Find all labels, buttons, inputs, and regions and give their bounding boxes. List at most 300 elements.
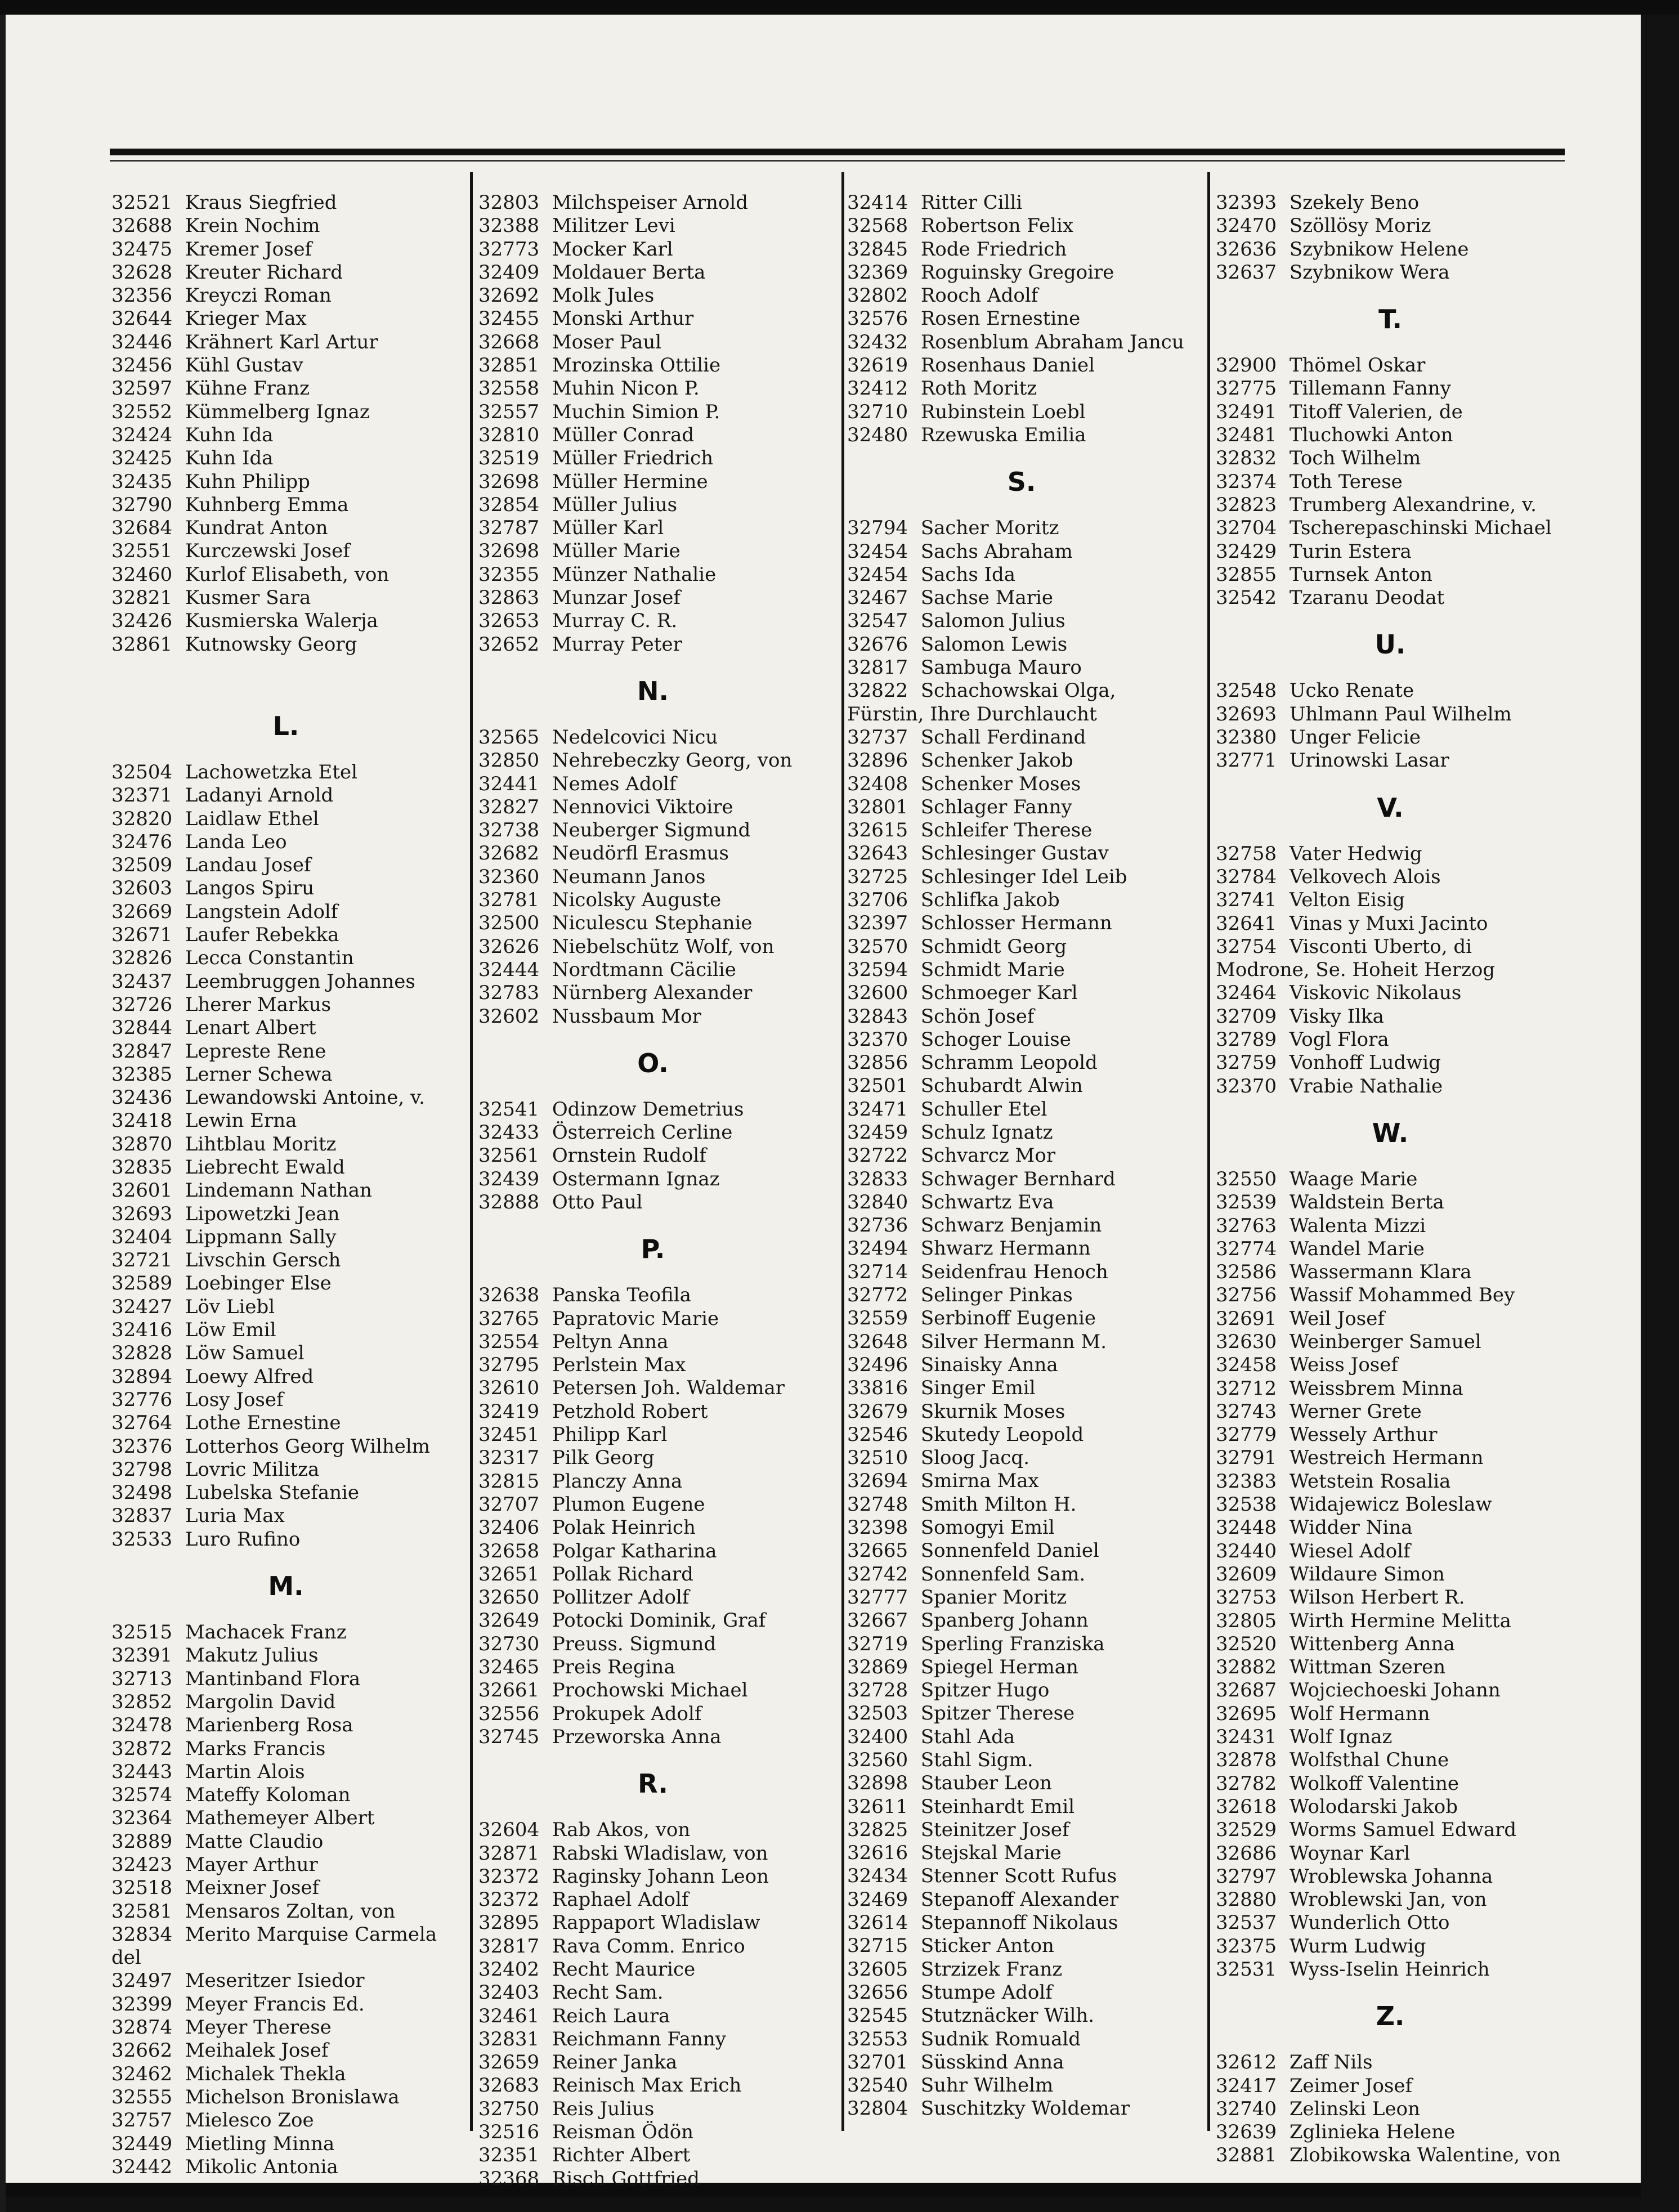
entry-number: 32881 xyxy=(1216,2144,1277,2167)
entry-name: Woynar Karl xyxy=(1289,1842,1411,1865)
entry-number: 32661 xyxy=(478,1679,540,1702)
entry-number: 32372 xyxy=(478,1888,540,1911)
directory-entry xyxy=(478,1331,827,1354)
directory-entry xyxy=(111,2063,460,2086)
entry-name: Schulz Ignatz xyxy=(920,1121,1053,1144)
entry-name: Velton Eisig xyxy=(1289,889,1405,912)
entry-number: 32360 xyxy=(478,865,540,888)
entry-number: 32648 xyxy=(847,1330,908,1353)
entry-name: Tzaranu Deodat xyxy=(1289,586,1445,610)
entry-number: 32497 xyxy=(111,1969,173,1992)
entry-name: Raphael Adolf xyxy=(552,1888,689,1911)
entry-name: Rosenblum Abraham Jancu xyxy=(920,330,1184,353)
entry-number: 32619 xyxy=(847,354,908,377)
entry-name: Lherer Markus xyxy=(185,993,332,1016)
entry-name: Michelson Bronislawa xyxy=(185,2085,400,2108)
entry-name: Raginsky Johann Leon xyxy=(552,1865,769,1888)
entry-number: 32602 xyxy=(478,1005,540,1028)
entry-name: Schlesinger Idel Leib xyxy=(920,865,1127,888)
directory-entry xyxy=(847,1005,1196,1028)
entry-name: Luro Rufino xyxy=(185,1528,301,1551)
entry-name: Neudörfl Erasmus xyxy=(552,842,729,865)
entry-name: Süsskind Anna xyxy=(920,2050,1064,2074)
directory-entry xyxy=(111,761,460,784)
entry-number: 32790 xyxy=(111,493,173,516)
entry-name: Wojciechoeski Johann xyxy=(1289,1679,1501,1702)
entry-name: Muhin Nicon P. xyxy=(552,377,700,400)
section-letter-heading: Z. xyxy=(1376,2001,1405,2032)
entry-number: 32758 xyxy=(1216,842,1277,865)
entry-number: 32745 xyxy=(478,1725,540,1748)
entry-number: 32406 xyxy=(478,1516,540,1539)
directory-entry xyxy=(1216,1331,1565,1354)
entry-name: Steinhardt Emil xyxy=(920,1795,1075,1818)
directory-entry xyxy=(847,1237,1196,1260)
directory-entry xyxy=(1216,1354,1565,1377)
section-letter-heading: S. xyxy=(1007,467,1036,498)
section-letter-heading: W. xyxy=(1372,1117,1409,1148)
entry-number: 32545 xyxy=(847,2004,908,2027)
entry-number: 32433 xyxy=(478,1121,540,1144)
entry-number: 32423 xyxy=(111,1853,173,1876)
entry-number: 32774 xyxy=(1216,1237,1277,1260)
entry-name: Wroblewski Jan, von xyxy=(1289,1888,1487,1911)
entry-name: Schenker Moses xyxy=(920,772,1081,795)
entry-number: 32706 xyxy=(847,889,908,912)
directory-entry xyxy=(1216,1261,1565,1284)
entry-number: 32888 xyxy=(478,1190,540,1214)
entry-name: Zeimer Josef xyxy=(1289,2074,1413,2097)
entry-number: 32775 xyxy=(1216,377,1277,400)
entry-name: Odinzow Demetrius xyxy=(552,1098,744,1121)
entry-name: Rzewuska Emilia xyxy=(920,423,1086,446)
entry-name: Spitzer Hugo xyxy=(920,1679,1050,1702)
entry-number: 32725 xyxy=(847,865,908,888)
entry-name: Uhlmann Paul Wilhelm xyxy=(1289,702,1512,726)
directory-entry xyxy=(847,935,1196,959)
directory-entry xyxy=(478,2028,827,2051)
directory-entry xyxy=(478,191,827,214)
directory-entry xyxy=(478,2098,827,2121)
entry-number: 32570 xyxy=(847,935,908,958)
entry-number: 32719 xyxy=(847,1632,908,1655)
entry-number: 32763 xyxy=(1216,1214,1277,1237)
entry-number: 32424 xyxy=(111,423,173,446)
entry-name: Wolodarski Jakob xyxy=(1289,1795,1458,1818)
entry-number: 32783 xyxy=(478,982,540,1005)
directory-entry xyxy=(1216,889,1565,912)
directory-entry xyxy=(111,1761,460,1784)
directory-entry xyxy=(478,517,827,540)
directory-entry xyxy=(111,1412,460,1435)
entry-name: Schmoeger Karl xyxy=(920,982,1078,1005)
entry-name: Tscherepaschinski Michael xyxy=(1289,517,1552,540)
directory-entry xyxy=(847,1307,1196,1330)
directory-entry xyxy=(111,1133,460,1156)
directory-entry xyxy=(478,912,827,935)
directory-entry xyxy=(847,1702,1196,1725)
entry-number: 32436 xyxy=(111,1086,173,1109)
entry-name: Weiss Josef xyxy=(1289,1354,1398,1377)
directory-entry xyxy=(1216,191,1565,214)
directory-entry xyxy=(478,447,827,470)
entry-name: Militzer Levi xyxy=(552,214,675,238)
directory-entry xyxy=(478,1633,827,1656)
entry-name: Tillemann Fanny xyxy=(1289,377,1451,400)
entry-name: Stejskal Marie xyxy=(920,1842,1062,1865)
entry-number: 32669 xyxy=(111,900,173,923)
directory-entry xyxy=(1216,1168,1565,1191)
directory-entry xyxy=(111,831,460,854)
entry-number: 32568 xyxy=(847,214,908,238)
directory-entry xyxy=(847,1051,1196,1074)
entry-number: 32750 xyxy=(478,2097,540,2120)
entry-name: Prokupek Adolf xyxy=(552,1702,702,1725)
entry-name: Salomon Lewis xyxy=(920,633,1068,656)
column-divider xyxy=(1207,172,1210,2131)
entry-name: Landau Josef xyxy=(185,854,311,877)
entry-number: 32896 xyxy=(847,749,908,772)
entry-number: 32616 xyxy=(847,1842,908,1865)
entry-number: 32880 xyxy=(1216,1888,1277,1911)
entry-name: Vrabie Nathalie xyxy=(1289,1074,1443,1098)
directory-entry xyxy=(1216,1075,1565,1098)
entry-name: Unger Felicie xyxy=(1289,726,1421,749)
entry-name: Zlobikowska Walentine, von xyxy=(1289,2144,1561,2167)
entry-name: Schoger Louise xyxy=(920,1028,1071,1051)
entry-number: 32822 xyxy=(847,679,908,702)
entry-name: Kusmierska Walerja xyxy=(185,610,378,633)
entry-number: 32444 xyxy=(478,958,540,981)
entry-name: Müller Hermine xyxy=(552,470,708,493)
entry-name: Meixner Josef xyxy=(185,1877,320,1900)
entry-number: 32609 xyxy=(1216,1562,1277,1586)
directory-entry xyxy=(111,947,460,970)
entry-name: Lecca Constantin xyxy=(185,947,354,970)
entry-number: 32559 xyxy=(847,1307,908,1330)
entry-name: Preis Regina xyxy=(552,1656,675,1679)
entry-number: 32552 xyxy=(111,400,173,423)
entry-name: Viskovic Nikolaus xyxy=(1289,982,1462,1005)
directory-entry xyxy=(111,1969,460,1992)
directory-entry xyxy=(478,377,827,400)
entry-name: Milchspeiser Arnold xyxy=(552,191,748,214)
entry-number: 32757 xyxy=(111,2109,173,2132)
entry-name: Kundrat Anton xyxy=(185,517,328,540)
entry-number: 32370 xyxy=(847,1028,908,1051)
entry-name: Ostermann Ignaz xyxy=(552,1167,720,1190)
entry-name: Werner Grete xyxy=(1289,1400,1422,1423)
directory-entry xyxy=(478,1168,827,1191)
entry-number: 32781 xyxy=(478,889,540,912)
entry-name: Wunderlich Otto xyxy=(1289,1911,1450,1935)
column-4 xyxy=(1216,191,1565,2168)
entry-number: 32832 xyxy=(1216,447,1277,470)
entry-number: 32765 xyxy=(478,1307,540,1330)
entry-name: Kuhn Philipp xyxy=(185,470,310,493)
entry-number: 32383 xyxy=(1216,1470,1277,1493)
entry-name: Matte Claudio xyxy=(185,1830,324,1853)
entry-number: 32895 xyxy=(478,1911,540,1935)
entry-name: Monski Arthur xyxy=(552,307,694,330)
directory-entry xyxy=(111,1365,460,1389)
directory-entry xyxy=(847,2004,1196,2027)
entry-number: 32481 xyxy=(1216,424,1277,447)
directory-entry xyxy=(847,238,1196,261)
directory-entry xyxy=(111,586,460,610)
entry-number: 32555 xyxy=(111,2085,173,2108)
entry-name: Loewy Alfred xyxy=(185,1365,314,1388)
directory-entry xyxy=(111,238,460,261)
entry-number: 32721 xyxy=(111,1249,173,1272)
directory-entry xyxy=(478,1121,827,1144)
entry-name: Sinaisky Anna xyxy=(920,1353,1058,1376)
entry-name: Neuberger Sigmund xyxy=(552,819,751,842)
scan-edge-right xyxy=(1641,15,1679,2212)
entry-name: Schleifer Therese xyxy=(920,819,1093,842)
entry-number: 32612 xyxy=(1216,2051,1277,2074)
entry-number: 32691 xyxy=(1216,1307,1277,1330)
entry-name: Weil Josef xyxy=(1289,1307,1385,1330)
entry-number: 32679 xyxy=(847,1400,908,1423)
entry-number: 32529 xyxy=(1216,1819,1277,1842)
entry-number: 32491 xyxy=(1216,400,1277,423)
entry-name: Nennovici Viktoire xyxy=(552,795,733,818)
entry-name: Zaff Nils xyxy=(1289,2051,1373,2074)
entry-number: 32475 xyxy=(111,238,173,261)
entry-name: Müller Karl xyxy=(552,517,664,540)
entry-name: Singer Emil xyxy=(920,1377,1036,1400)
directory-entry xyxy=(1216,1540,1565,1563)
entry-name: Schön Josef xyxy=(920,1005,1035,1028)
directory-entry xyxy=(1216,1191,1565,1214)
entry-name: Rubinstein Loebl xyxy=(920,400,1086,423)
entry-name: Müller Friedrich xyxy=(552,447,714,470)
entry-name: Lenart Albert xyxy=(185,1017,316,1040)
entry-number: 32594 xyxy=(847,958,908,981)
entry-number: 32581 xyxy=(111,1900,173,1923)
entry-number: 32496 xyxy=(847,1353,908,1376)
directory-entry xyxy=(478,1191,827,1214)
entry-number: 32556 xyxy=(478,1702,540,1725)
directory-entry xyxy=(1216,982,1565,1005)
entry-name: Wroblewska Johanna xyxy=(1289,1865,1493,1888)
entry-name: Seidenfrau Henoch xyxy=(920,1260,1108,1283)
directory-entry xyxy=(847,773,1196,796)
entry-number: 32787 xyxy=(478,517,540,540)
entry-number: 32374 xyxy=(1216,470,1277,493)
directory-entry xyxy=(1216,1865,1565,1888)
entry-number: 32687 xyxy=(1216,1679,1277,1702)
directory-entry xyxy=(478,982,827,1005)
entry-name: Roguinsky Gregoire xyxy=(920,261,1114,284)
entry-name: Szekely Beno xyxy=(1289,191,1420,214)
directory-entry xyxy=(847,1656,1196,1679)
entry-name: Löv Liebl xyxy=(185,1295,275,1318)
entry-name: Kremer Josef xyxy=(185,238,312,261)
entry-name: Meihalek Josef xyxy=(185,2039,329,2062)
entry-name: Polgar Katharina xyxy=(552,1539,717,1562)
entry-number: 32643 xyxy=(847,842,908,865)
entry-number: 32759 xyxy=(1216,1051,1277,1074)
entry-name: Serbinoff Eugenie xyxy=(920,1307,1096,1330)
directory-entry xyxy=(1216,935,1565,982)
entry-name: Schlifka Jakob xyxy=(920,889,1060,912)
directory-entry xyxy=(478,1098,827,1121)
entry-name: Perlstein Max xyxy=(552,1354,686,1377)
entry-name: Sperling Franziska xyxy=(920,1632,1105,1655)
entry-number: 32426 xyxy=(111,610,173,633)
directory-entry xyxy=(1216,2051,1565,2074)
entry-name: Reis Julius xyxy=(552,2097,655,2120)
directory-entry xyxy=(1216,1005,1565,1028)
entry-name: Krieger Max xyxy=(185,307,307,330)
entry-name: Papratovic Marie xyxy=(552,1307,719,1330)
entry-number: 32850 xyxy=(478,749,540,772)
entry-name: Wolkoff Valentine xyxy=(1289,1772,1459,1795)
entry-number: 32476 xyxy=(111,830,173,853)
directory-entry xyxy=(1216,1935,1565,1958)
entry-number: 32393 xyxy=(1216,191,1277,214)
entry-number: 32637 xyxy=(1216,261,1277,284)
directory-entry xyxy=(847,2074,1196,2097)
entry-name: Sloog Jacq. xyxy=(920,1447,1030,1470)
directory-entry xyxy=(111,924,460,947)
entry-number: 32610 xyxy=(478,1377,540,1400)
entry-number: 32649 xyxy=(478,1609,540,1632)
entry-number: 32658 xyxy=(478,1539,540,1562)
entry-name: Otto Paul xyxy=(552,1190,643,1214)
directory-entry xyxy=(847,1935,1196,1958)
entry-number: 32639 xyxy=(1216,2121,1277,2144)
entry-name: Waage Marie xyxy=(1289,1167,1418,1190)
entry-number: 32550 xyxy=(1216,1167,1277,1190)
directory-entry xyxy=(1216,726,1565,749)
directory-entry xyxy=(847,261,1196,284)
directory-entry xyxy=(478,726,827,749)
entry-name: Prochowski Michael xyxy=(552,1679,748,1702)
directory-entry xyxy=(1216,214,1565,238)
entry-name: Marienberg Rosa xyxy=(185,1714,353,1737)
directory-entry xyxy=(847,1586,1196,1609)
entry-number: 32652 xyxy=(478,633,540,656)
directory-entry xyxy=(111,2039,460,2062)
directory-entry xyxy=(111,610,460,633)
directory-entry xyxy=(111,1226,460,1249)
entry-number: 32676 xyxy=(847,633,908,656)
entry-name: Mathemeyer Albert xyxy=(185,1807,375,1830)
directory-entry xyxy=(111,1923,460,1970)
directory-entry xyxy=(111,354,460,377)
entry-name: Wiesel Adolf xyxy=(1289,1539,1411,1562)
entry-number: 32665 xyxy=(847,1539,908,1562)
directory-entry xyxy=(847,563,1196,586)
entry-name: Losy Josef xyxy=(185,1388,284,1411)
entry-number: 32509 xyxy=(111,854,173,877)
entry-number: 32461 xyxy=(478,2004,540,2027)
directory-entry xyxy=(847,633,1196,656)
entry-number: 32504 xyxy=(111,760,173,783)
entry-number: 32615 xyxy=(847,819,908,842)
entry-number: 32738 xyxy=(478,819,540,842)
directory-entry xyxy=(111,1528,460,1551)
directory-entry xyxy=(478,354,827,377)
directory-entry xyxy=(847,1400,1196,1423)
entry-number: 32520 xyxy=(1216,1632,1277,1655)
entry-name: Potocki Dominik, Graf xyxy=(552,1609,766,1632)
directory-entry xyxy=(111,1272,460,1295)
directory-entry xyxy=(478,1888,827,1911)
entry-number: 32369 xyxy=(847,261,908,284)
entry-name: Robertson Felix xyxy=(920,214,1074,238)
directory-entry xyxy=(847,866,1196,889)
directory-entry xyxy=(111,191,460,214)
entry-name: Wirth Hermine Melitta xyxy=(1289,1609,1511,1632)
entry-name: Plumon Eugene xyxy=(552,1493,705,1516)
entry-number: 32644 xyxy=(111,307,173,330)
entry-number: 32851 xyxy=(478,354,540,377)
entry-number: 32743 xyxy=(1216,1400,1277,1423)
entry-number: 32372 xyxy=(478,1865,540,1888)
entry-number: 32364 xyxy=(111,1807,173,1830)
entry-number: 32539 xyxy=(1216,1191,1277,1214)
entry-number: 32815 xyxy=(478,1470,540,1493)
entry-name: Suschitzky Woldemar xyxy=(920,2097,1130,2120)
entry-number: 32692 xyxy=(478,284,540,307)
entry-number: 32671 xyxy=(111,924,173,947)
directory-entry xyxy=(847,214,1196,238)
entry-number: 32437 xyxy=(111,970,173,993)
entry-name: Ornstein Rudolf xyxy=(552,1144,706,1167)
section-letter-heading: V. xyxy=(1377,792,1404,823)
entry-name: Wittenberg Anna xyxy=(1289,1632,1455,1655)
entry-name: Machacek Franz xyxy=(185,1621,347,1644)
entry-name: Suhr Wilhelm xyxy=(920,2074,1054,2097)
entry-number: 32403 xyxy=(478,1981,540,2004)
entry-number: 32356 xyxy=(111,284,173,307)
entry-name: Spanier Moritz xyxy=(920,1586,1067,1609)
entry-number: 32898 xyxy=(847,1772,908,1795)
entry-name: Waldstein Berta xyxy=(1289,1191,1444,1214)
entry-name: Mantinband Flora xyxy=(185,1667,361,1690)
directory-entry xyxy=(111,1086,460,1109)
directory-entry xyxy=(111,1900,460,1923)
directory-entry xyxy=(847,610,1196,633)
entry-number: 32698 xyxy=(478,470,540,493)
directory-entry xyxy=(847,1749,1196,1772)
entry-number: 32834 xyxy=(111,1923,173,1946)
directory-entry xyxy=(847,1423,1196,1447)
entry-number: 32385 xyxy=(111,1063,173,1086)
section-letter-heading: M. xyxy=(268,1571,304,1602)
directory-entry xyxy=(111,1342,460,1365)
directory-entry xyxy=(847,1493,1196,1516)
entry-name: Niebelschütz Wolf, von xyxy=(552,935,774,958)
entry-name: Pollitzer Adolf xyxy=(552,1586,689,1609)
entry-name: Schall Ferdinand xyxy=(920,726,1086,749)
entry-number: 32404 xyxy=(111,1225,173,1248)
entry-number: 32546 xyxy=(847,1423,908,1446)
entry-number: 32469 xyxy=(847,1888,908,1911)
directory-entry xyxy=(847,1098,1196,1121)
entry-number: 32805 xyxy=(1216,1609,1277,1632)
entry-number: 32518 xyxy=(111,1877,173,1900)
entry-name: Sudnik Romuald xyxy=(920,2027,1081,2050)
directory-entry xyxy=(478,1540,827,1563)
entry-name: Kraus Siegfried xyxy=(185,191,337,214)
directory-entry xyxy=(111,1063,460,1086)
directory-entry xyxy=(847,1516,1196,1539)
